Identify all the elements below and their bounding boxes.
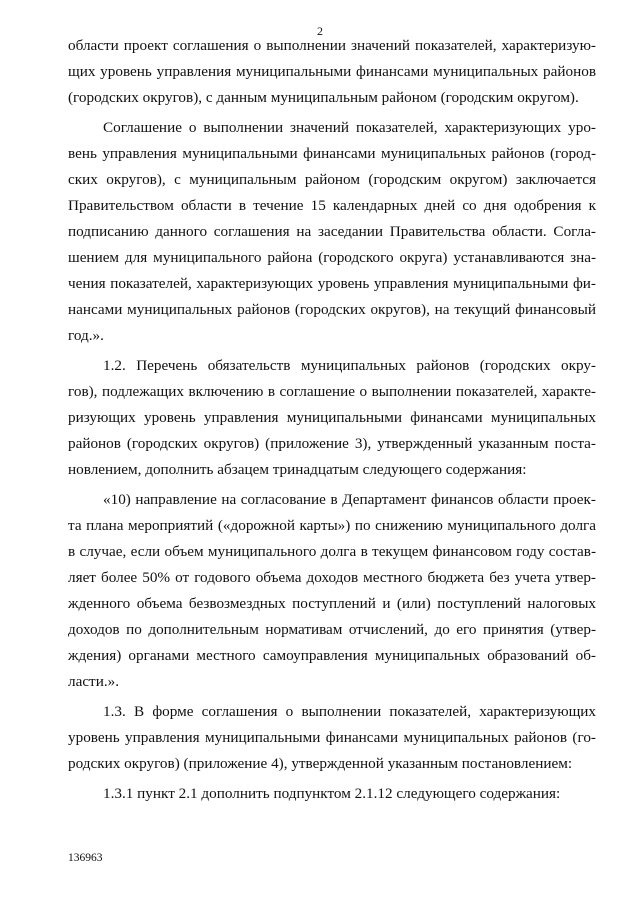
page-number: 2 [317, 24, 323, 38]
text-line: ласти.». [68, 673, 120, 690]
text-line: та плана мероприятий («дорожной карты») по снижению муниципального долга [68, 517, 596, 534]
text-line: 1.3.1 пункт 2.1 дополнить подпунктом 2.1.12 следующего содержания: [103, 785, 561, 802]
text-line: родских округов) (приложение 4), утвержденной указанным постановлением: [68, 755, 573, 772]
document-code: 136963 [68, 852, 103, 864]
text-line: ских округов), с муниципальным районом (городским округом) заключается [68, 171, 596, 188]
text-line: 1.2. Перечень обязательств муниципальных районов (городских окру- [103, 357, 596, 374]
text-line: чения показателей, характеризующих уровень управления муниципальными фи- [68, 275, 596, 292]
text-line: 1.3. В форме соглашения о выполнении показателей, характеризующих [103, 703, 596, 720]
text-line: подписанию данного соглашения на заседании Правительства области. Согла- [68, 223, 596, 240]
text-line: области проект соглашения о выполнении значений показателей, характеризую- [68, 37, 596, 54]
text-line: новлением, дополнить абзацем тринадцатым следующего содержания: [68, 461, 527, 478]
text-line: ризующих уровень управления муниципальными финансами муниципальных [68, 409, 596, 426]
text-line: ждения) органами местного самоуправления муниципальных образований об- [68, 647, 596, 664]
text-line: год.». [68, 327, 104, 344]
text-line: жденного объема безвозмездных поступлений и (или) поступлений налоговых [68, 595, 596, 612]
text-line: нансами муниципальных районов (городских округов), на текущий финансовый [68, 301, 596, 318]
text-line: Правительством области в течение 15 календарных дней со дня одобрения к [68, 197, 596, 214]
text-line: вень управления муниципальными финансами муниципальных районов (город- [68, 145, 596, 162]
text-line: доходов по дополнительным нормативам отчислений, до его принятия (утвер- [68, 621, 596, 638]
text-line: Соглашение о выполнении значений показателей, характеризующих уро- [103, 119, 596, 136]
text-line: районов (городских округов) (приложение 3), утвержденный указанным поста- [68, 435, 596, 452]
text-line: «10) направление на согласование в Департамент финансов области проек- [103, 491, 596, 508]
text-line: уровень управления муниципальными финансами муниципальных районов (го- [68, 729, 596, 746]
text-line: гов), подлежащих включению в соглашение о выполнении показателей, характе- [68, 383, 596, 400]
text-line: щих уровень управления муниципальными финансами муниципальных районов [68, 63, 596, 80]
text-line: (городских округов), с данным муниципальным районом (городским округом). [68, 89, 579, 106]
text-line: ляет более 50% от годового объема доходов местного бюджета без учета утвер- [68, 569, 596, 586]
text-line: в случае, если объем муниципального долга в текущем финансовом году состав- [68, 543, 596, 560]
text-line: шением для муниципального района (городского округа) устанавливаются зна- [68, 249, 596, 266]
